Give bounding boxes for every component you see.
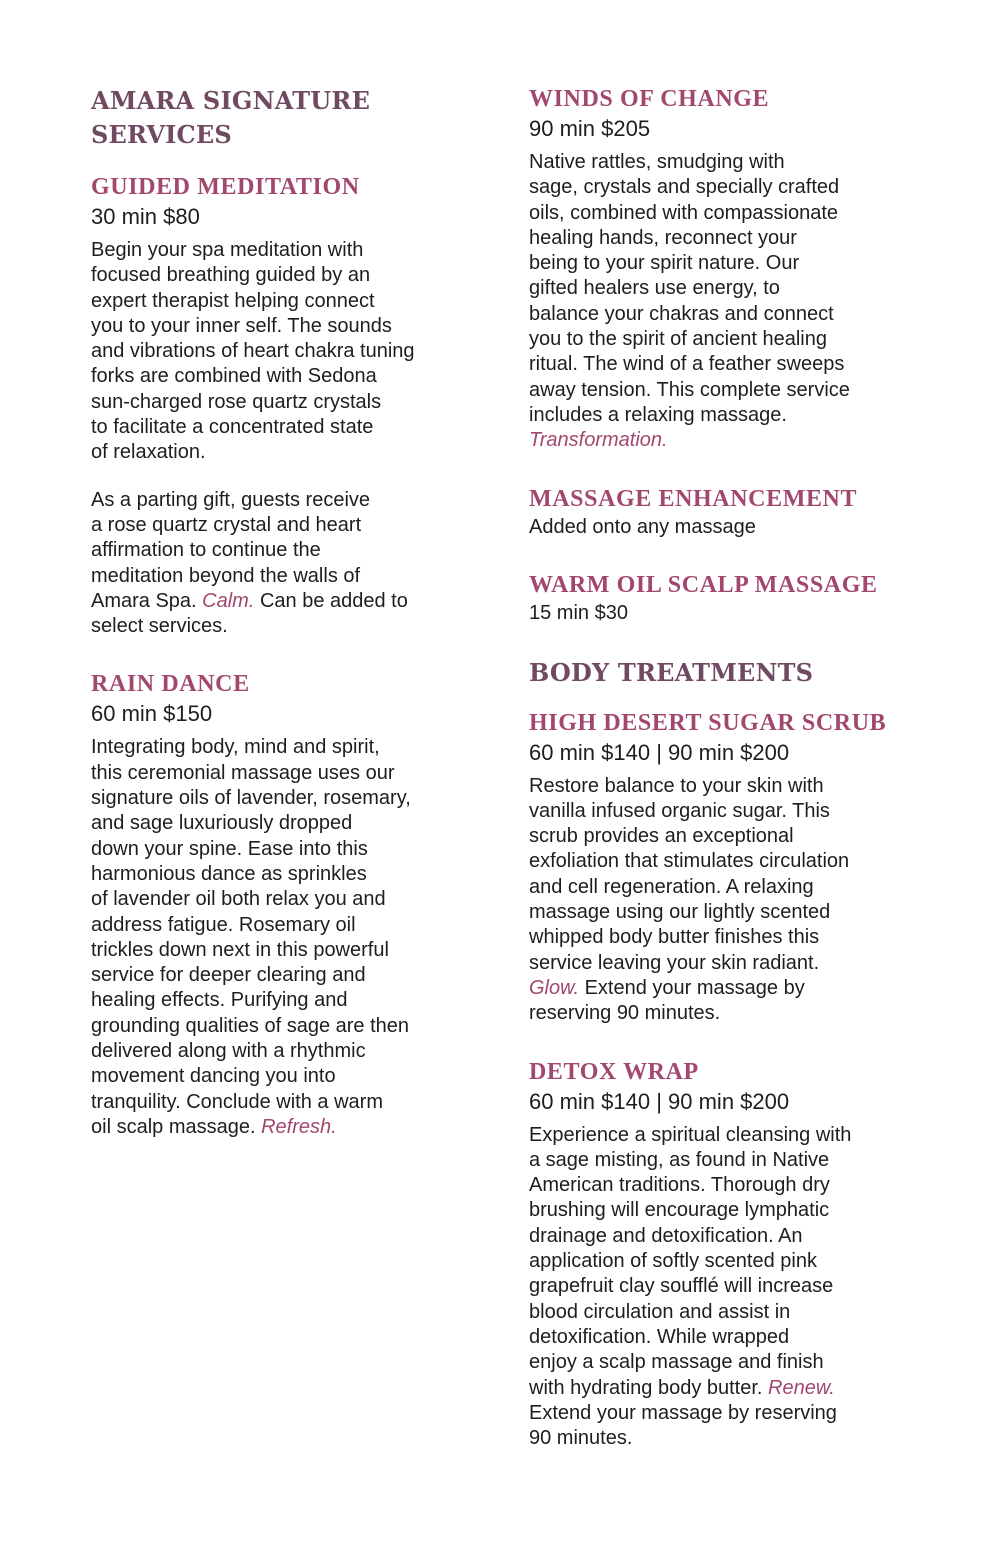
service-warm-oil-scalp (529, 570, 919, 626)
service-detox-wrap (529, 1057, 919, 1452)
service-winds-of-change (529, 84, 919, 454)
accent-word: Renew. (768, 1376, 835, 1399)
service-name: WINDS OF CHANGE (529, 86, 770, 112)
service-sugar-scrub (529, 708, 919, 1027)
right-column (529, 84, 919, 1451)
service-price: 60 min $140 | 90 min $200 (529, 1088, 790, 1114)
service-name: MASSAGE ENHANCEMENT (529, 485, 858, 512)
section-title-body-treatments: BODY TREATMENTS (529, 657, 814, 687)
section-title-signature: AMARA SIGNATURE SERVICES (91, 86, 371, 149)
service-description: Native rattles, smudging with sage, crystals and specially crafted oils, combined with compassionate healing hands, reconnect your being to your spirit nature. Our gifted healers use energy, to balance your chakras and connect you to the spirit of ancient healing ritual. The wind of a feather sweeps away tension. This complete service includes a relaxing massage. Transformation. (529, 150, 919, 454)
service-guided-meditation (91, 172, 481, 639)
left-column (91, 84, 481, 1140)
accent-word: Transformation. (529, 429, 668, 452)
service-note: Added onto any massage (529, 515, 756, 538)
service-name: WARM OIL SCALP MASSAGE (529, 571, 878, 598)
service-description: Experience a spiritual cleansing with a sage misting, as found in Native American traditions. Thorough dry brushing will encourage lymphatic drainage and detoxification. An application of softly scented pink grapefruit clay soufflé will increase blood circulation and assist in detoxification. While wrapped enjoy a scalp massage and finish with hydrating body butter. Renew. Extend your massage by reserving 90 minutes. (529, 1123, 852, 1450)
accent-word: Refresh. (261, 1115, 337, 1138)
service-price: 60 min $140 | 90 min $200 (529, 739, 790, 765)
service-price: 60 min $150 (91, 701, 213, 727)
service-price: 30 min $80 (91, 204, 200, 229)
service-name: RAIN DANCE (91, 671, 250, 698)
service-name: GUIDED MEDITATION (91, 174, 360, 200)
service-massage-enhancement (529, 484, 919, 540)
service-description: Integrating body, mind and spirit, this ceremonial massage uses our signature oils of lavender, rosemary, and sage luxuriously dropped down your spine. Ease into this harmonious dance as sprinkles of lavender oil both relax you and address fatigue. Rosemary oil trickles down next in this powerful service for deeper clearing and healing effects. Purifying and grounding qualities of sage are then delivered along with a rhythmic movement dancing you into tranquility. Conclude with a warm oil scalp massage. Refresh. (91, 736, 411, 1138)
service-price: 90 min $205 (529, 116, 651, 141)
service-name: DETOX WRAP (529, 1058, 699, 1085)
service-description: Begin your spa meditation with focused breathing guided by an expert therapist helping connect you to your inner self. The sounds and vibrations of heart chakra tuning forks are combined with Sedona sun-charged rose quartz crystals to facilitate a concentrated state of relaxation. (91, 239, 415, 464)
service-name: HIGH DESERT SUGAR SCRUB (529, 709, 887, 736)
service-description-gift: As a parting gift, guests receive a rose quartz crystal and heart affirmation to continue the meditation beyond the walls of Amara Spa. Calm. Can be added to select services. (91, 488, 408, 638)
service-rain-dance (91, 669, 481, 1140)
service-description: Restore balance to your skin with vanilla infused organic sugar. This scrub provides an exceptional exfoliation that stimulates circulation and cell regeneration. A relaxing massage using our lightly scented whipped body butter finishes this service leaving your skin radiant. Glow. Extend your massage by reserving 90 minutes. (529, 774, 850, 1025)
accent-word: Glow. (529, 976, 580, 999)
service-price: 15 min $30 (529, 601, 628, 624)
accent-word: Calm. (202, 589, 255, 612)
